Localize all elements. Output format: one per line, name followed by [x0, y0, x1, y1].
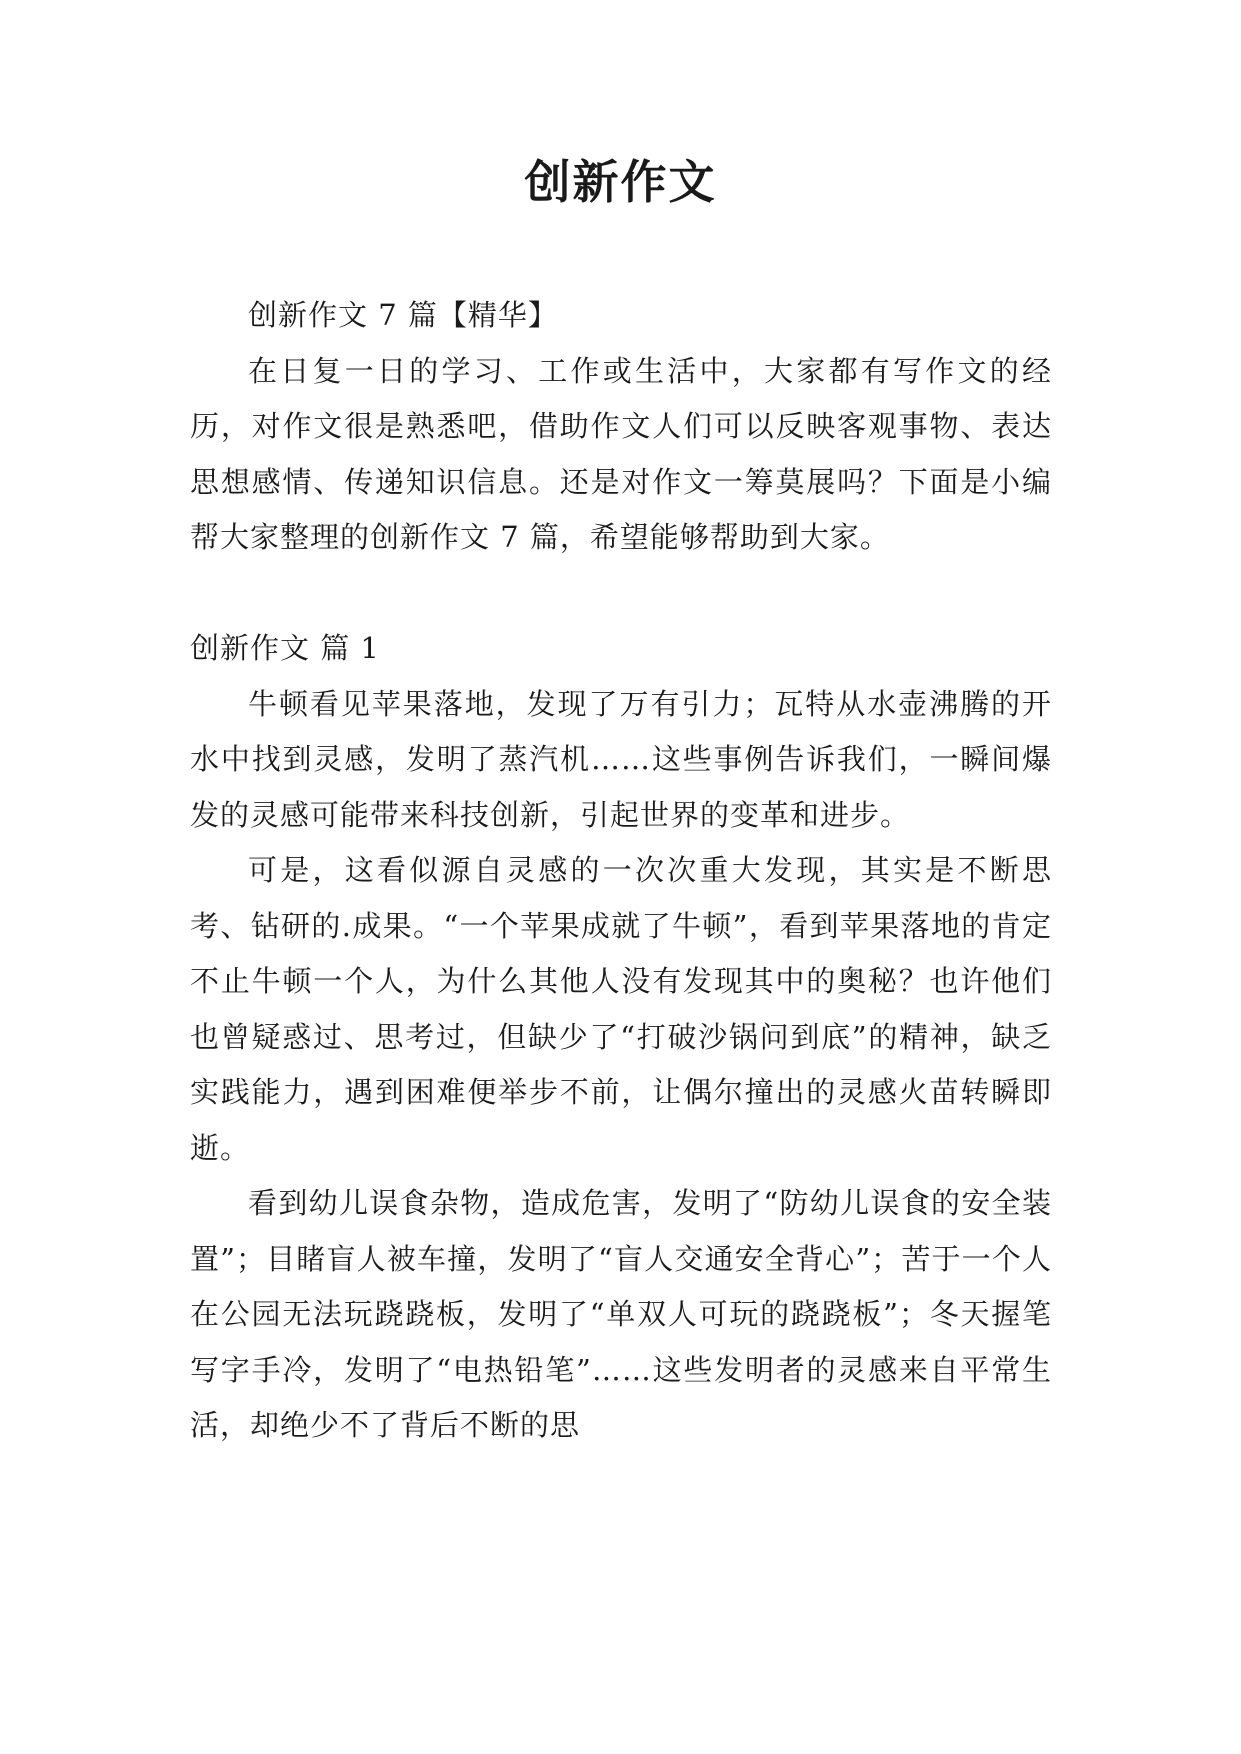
document-body [190, 288, 1052, 1454]
body-paragraph-3: 看到幼儿误食杂物，造成危害，发明了“防幼儿误食的安全装置”；目睹盲人被车撞，发明了“盲人交通安全背心”；苦于一个人在公园无法玩跷跷板，发明了“单双人可玩的跷跷板”；冬天握笔写字手冷，发明了“电热铅笔”……这些发明者的灵感来自平常生活，却绝少不了背后不断的思 [190, 1186, 1052, 1442]
document-title: 创新作文 [524, 155, 717, 209]
intro-paragraph: 在日复一日的学习、工作或生活中，大家都有写作文的经历，对作文很是熟悉吧，借助作文人们可以反映客观事物、表达思想感情、传递知识信息。还是对作文一筹莫展吗？下面是小编帮大家整理的创新作文 7 篇，希望能够帮助到大家。 [190, 353, 1052, 554]
body-paragraph-2: 可是，这看似源自灵感的一次次重大发现，其实是不断思考、钻研的.成果。“一个苹果成就了牛顿”，看到苹果落地的肯定不止牛顿一个人，为什么其他人没有发现其中的奥秘？也许他们也曾疑惑过、思考过，但缺少了“打破沙锅问到底”的精神，缺乏实践能力，遇到困难便举步不前，让偶尔撞出的灵感火苗转瞬即逝。 [190, 853, 1052, 1165]
document-subtitle: 创新作文 7 篇【精华】 [248, 298, 558, 332]
body-paragraph-1: 牛顿看见苹果落地，发现了万有引力；瓦特从水壶沸腾的开水中找到灵感，发明了蒸汽机……这些事例告诉我们，一瞬间爆发的灵感可能带来科技创新，引起世界的变革和进步。 [190, 686, 1052, 832]
section-heading: 创新作文 篇 1 [190, 631, 380, 665]
